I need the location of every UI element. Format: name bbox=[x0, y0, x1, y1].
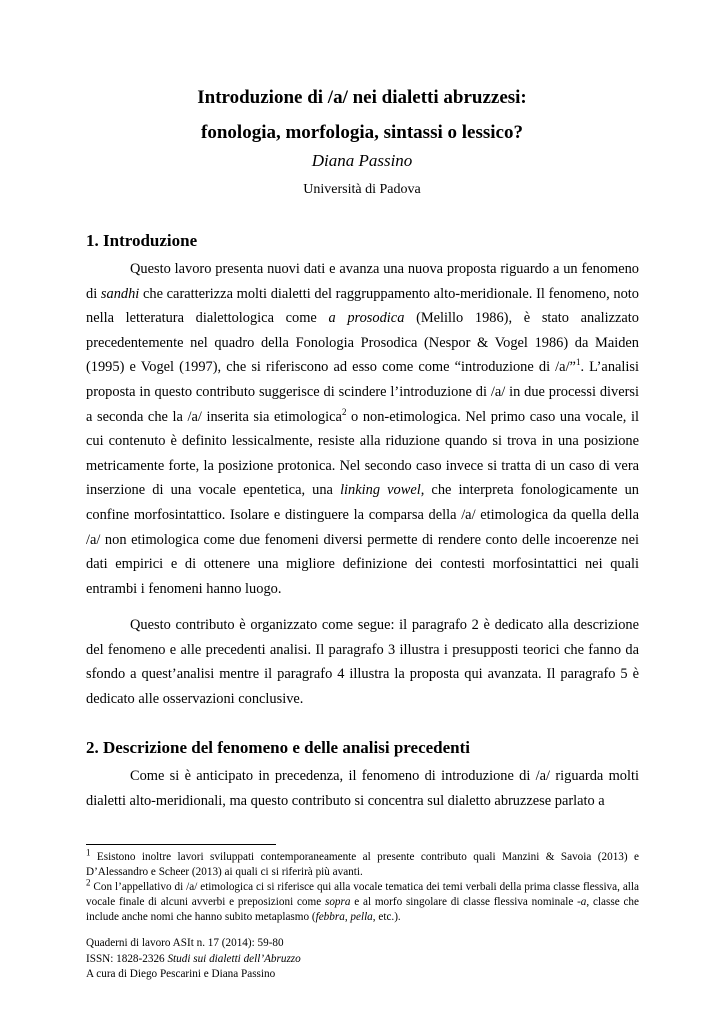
text-run: che caratterizza molti dialetti del raggruppamento alto-meridionale. Il fenomeno, noto nella letteratura dialettologica come bbox=[86, 285, 639, 327]
italic-term: febbra bbox=[315, 911, 345, 923]
paper-title-line-1: Introduzione di /a/ nei dialetti abruzzesi: bbox=[197, 87, 527, 108]
section-1-paragraph-2: Questo contributo è organizzato come segue: il paragrafo 2 è dedicato alla descrizione del fenomeno e alle precedenti analisi. Il paragrafo 3 illustra i presupposti teorici che fanno da sfondo a quest’analisi mentre il paragrafo 4 illustra la proposta qui avanzata. Il paragrafo 5 è dedicato alle osservazioni conclusive. bbox=[86, 617, 639, 707]
italic-term: sandhi bbox=[100, 285, 140, 302]
footnote-1 bbox=[86, 847, 639, 880]
paper-title-line-2: fonologia, morfologia, sintassi o lessico? bbox=[201, 122, 523, 143]
volume-title: Studi sui dialetti dell’Abruzzo bbox=[167, 952, 301, 965]
text-run: Questo lavoro presenta nuovi dati e avanza una nuova proposta riguardo a un fenomeno di bbox=[86, 261, 639, 302]
footnote-2 bbox=[86, 877, 639, 925]
footer-journal-line: Quaderni di lavoro ASIt n. 17 (2014): 59-80 bbox=[86, 937, 284, 949]
footnote-1-mark: 1 bbox=[86, 847, 91, 858]
text-run: , bbox=[344, 911, 351, 923]
issn: ISSN: 1828-2326 bbox=[86, 952, 168, 965]
italic-term: a prosodica bbox=[328, 310, 405, 327]
italic-term: linking vowel bbox=[340, 482, 421, 499]
text-run: o non-etimologica. Nel primo caso una vocale, il cui contenuto è definito lessicalmente, resiste alla riduzione quando si trova in una posizione metricamente forte, la posizione protonica. Nel secondo caso invece si tratta di un caso di vera inserzione di una vocale epentetica, una bbox=[86, 408, 640, 499]
section-2-paragraph-1: Come si è anticipato in precedenza, il fenomeno di introduzione di /a/ riguarda molti dialetti alto-meridionali, ma questo contributo si concentra sul dialetto abruzzese parlato a bbox=[86, 768, 639, 809]
text-run: , che interpreta fonologicamente un confine morfosintattico. Isolare e distinguere la comparsa della /a/ etimologica da quella della /a/ non etimologica come due fenomeni diversi permette di rendere conto delle incoerenze nei dati empirici e di ottenere una migliore definizione dei contesti morfosintattici nei quali entrambi i fenomeni hanno luogo. bbox=[86, 482, 639, 597]
footer-editors-line: A cura di Diego Pescarini e Diana Passino bbox=[86, 968, 276, 980]
affiliation: Università di Padova bbox=[303, 182, 421, 197]
text-run: e al morfo singolare di classe flessiva nominale bbox=[350, 896, 578, 908]
section-2-heading: 2. Descrizione del fenomeno e delle analisi precedenti bbox=[86, 738, 471, 757]
footer-issn-line bbox=[86, 952, 301, 968]
text-run: , etc.). bbox=[372, 911, 401, 923]
text-run: . L’analisi proposta in questo contributo suggerisce di scindere l’introduzione di /a/ in due processi diversi a seconda che la /a/ inserita sia etimologica bbox=[86, 359, 639, 425]
footnote-ref-1[interactable]: 1 bbox=[575, 357, 581, 368]
footnote-separator bbox=[86, 844, 276, 845]
section-1-heading: 1. Introduzione bbox=[86, 231, 198, 250]
italic-term: sopra bbox=[324, 896, 351, 908]
italic-term: pella bbox=[350, 911, 373, 923]
section-1-paragraph-1 bbox=[86, 257, 639, 601]
text-run: Con l’appellativo di /a/ etimologica ci si riferisce qui alla vocale tematica dei temi verbali della prima classe flessiva, alla vocale finale di alcuni avverbi e preposizioni come bbox=[86, 881, 639, 908]
footnote-1-text: Esistono inoltre lavori sviluppati contemporaneamente al presente contributo quali Manzini & Savoia (2013) e D’Alessandro e Scheer (2013) ai quali ci si riferirà più avanti. bbox=[86, 851, 639, 878]
footnote-ref-2[interactable]: 2 bbox=[341, 406, 347, 417]
italic-term: -a bbox=[577, 896, 587, 908]
text-run: , classe che include anche nomi che hanno subito metaplasmo ( bbox=[86, 896, 639, 923]
footnote-2-mark: 2 bbox=[86, 877, 91, 888]
author-name: Diana Passino bbox=[311, 151, 413, 170]
publication-footer bbox=[86, 936, 301, 983]
text-run: (Melillo 1986), è stato analizzato precedentemente nel quadro della Fonologia Prosodica (Nespor & Vogel 1986) da Maiden (1995) e Vogel (1997), che si riferiscono ad esso come come “introduzione di /a/” bbox=[86, 310, 639, 376]
